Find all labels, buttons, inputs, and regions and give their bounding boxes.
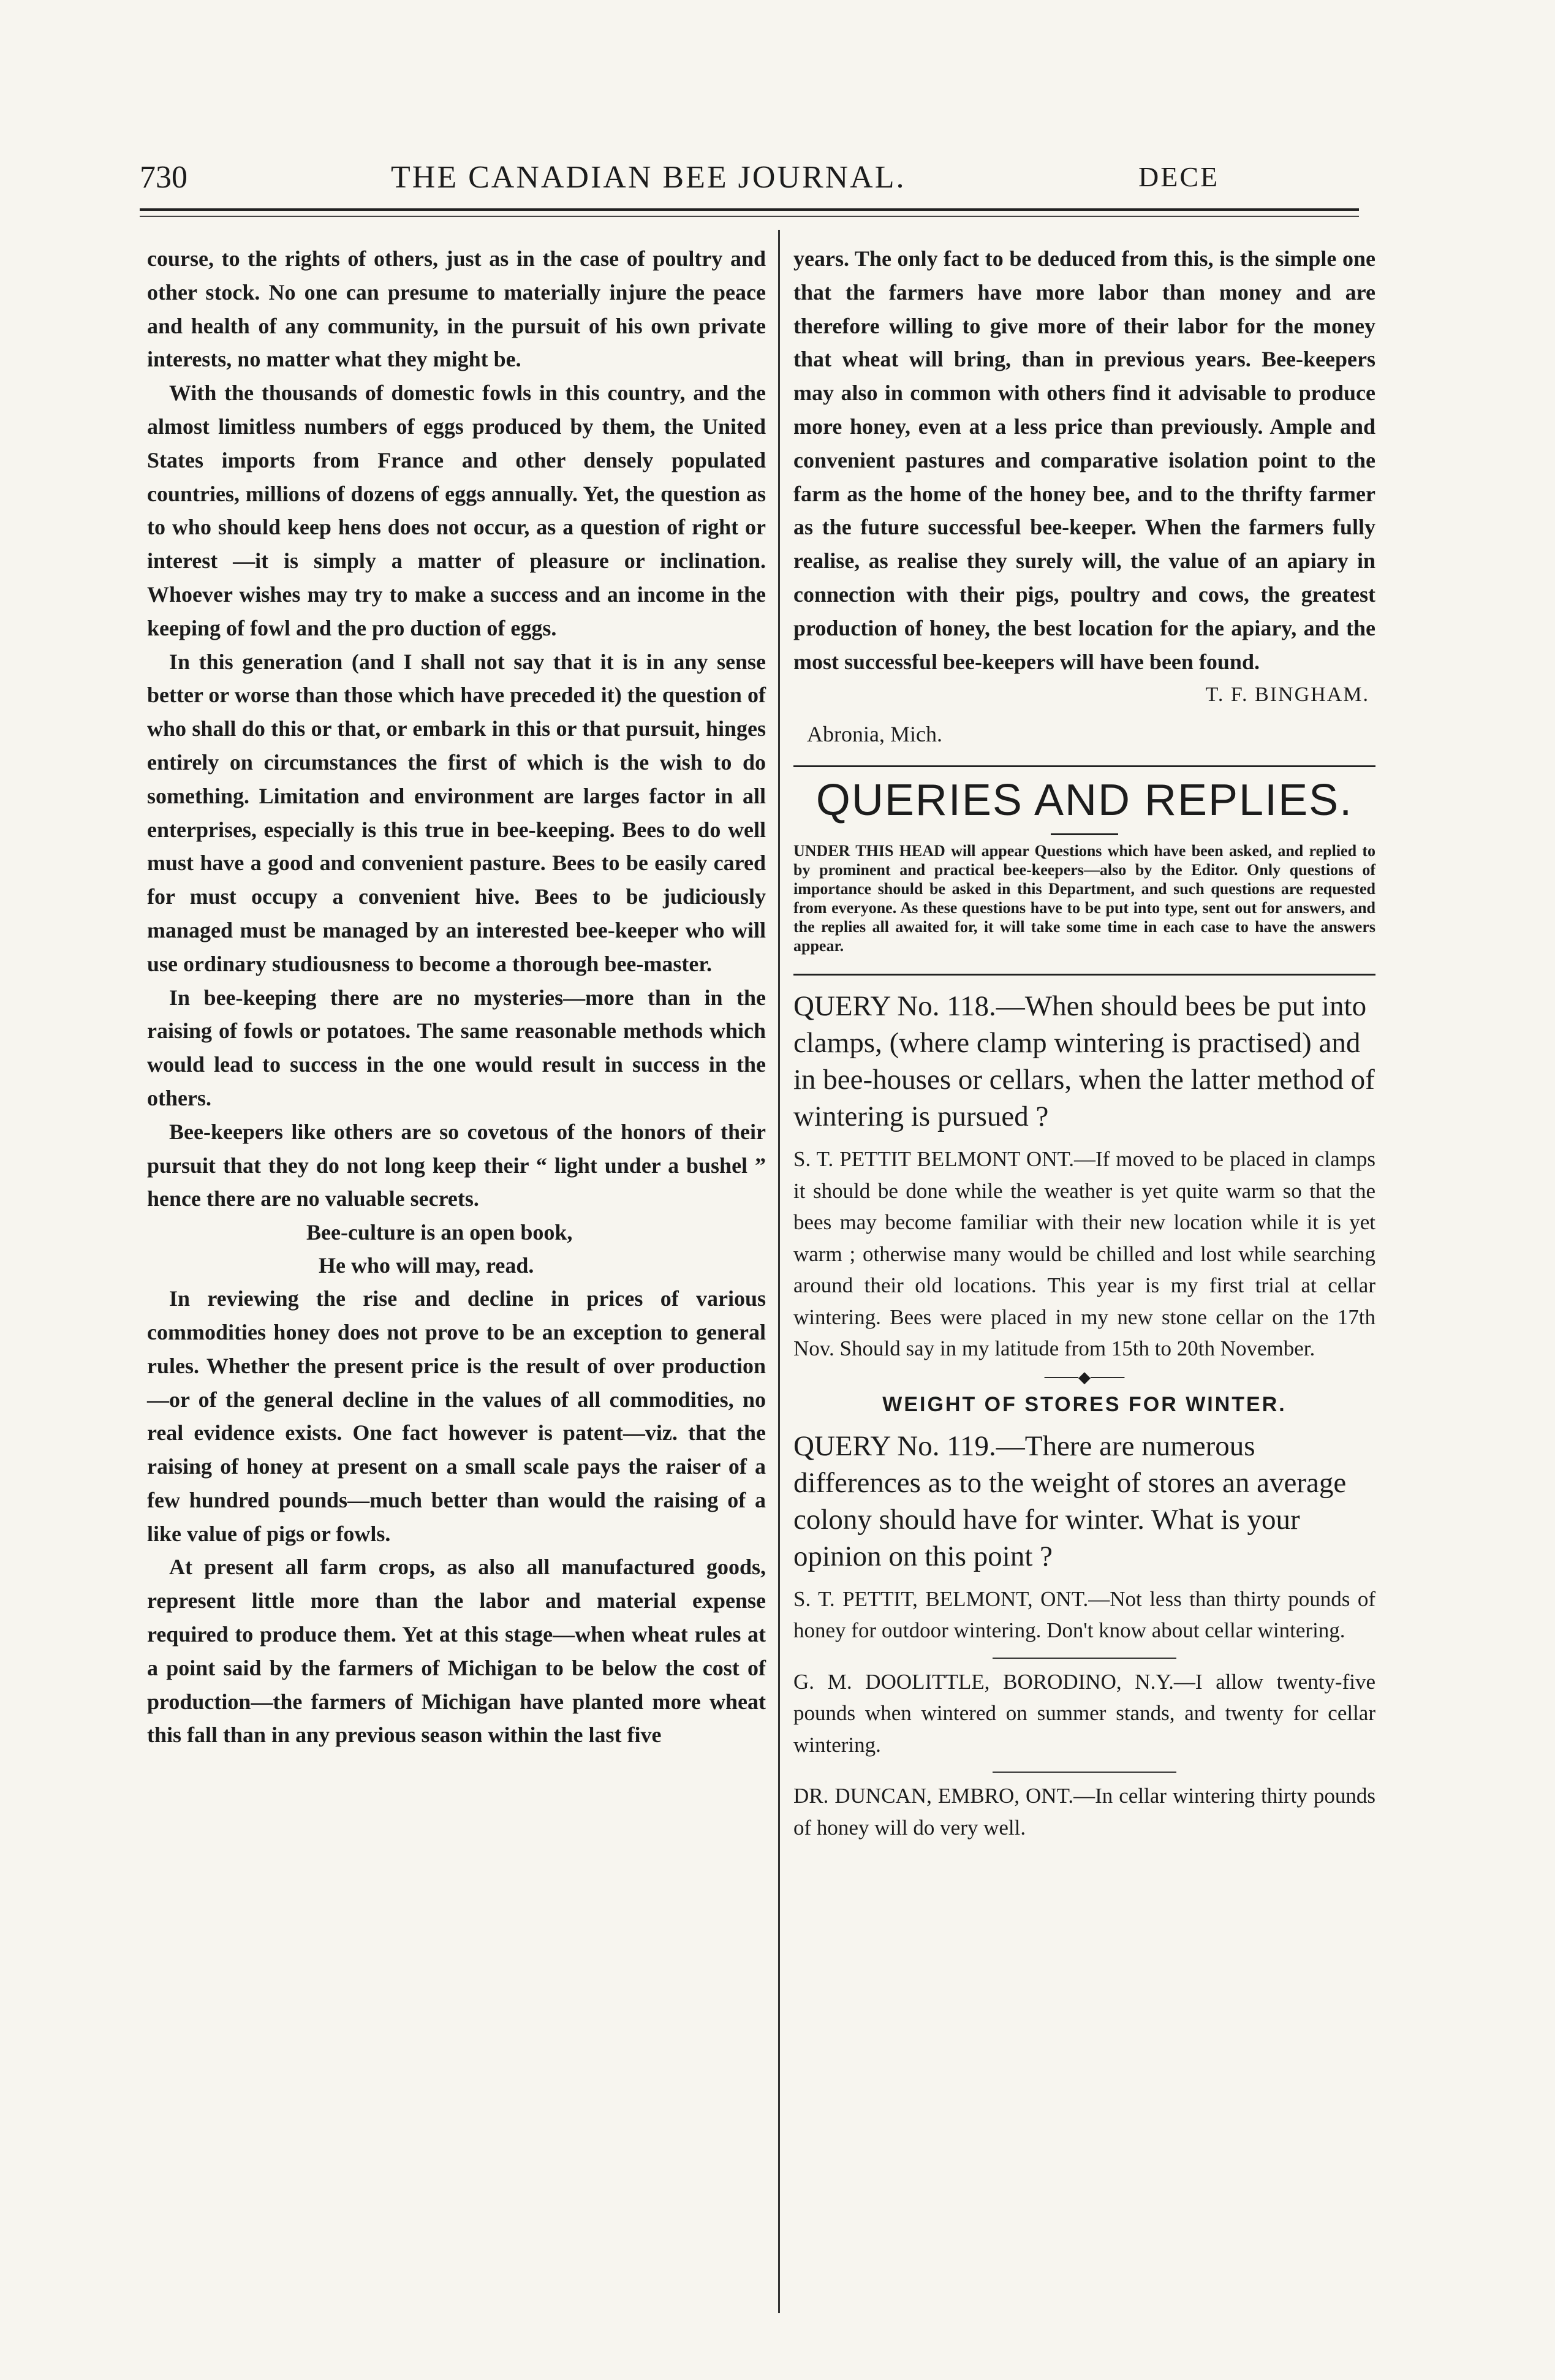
left-paragraph-2: With the thousands of domestic fowls in this country, and the almost limitless numbers of eggs produced by them, the United States imports from France and other densely populated countries, millions of dozens of eggs annually. Yet, the question as to who should keep hens does not occur, as a question of right or interest —it is simply a matter of pleasure or inclination. Whoever wishes may try to make a success and an income in the keeping of fowl and the pro duction of eggs. (147, 381, 766, 640)
right-column (793, 242, 1375, 1843)
subhead-weight-of-stores: WEIGHT OF STORES FOR WINTER. (882, 1392, 1287, 1416)
answer-118: S. T. PETTIT BELMONT ONT.—If moved to be placed in clamps it should be done while the weather is yet quite warm so that the bees may become familiar with their new location while it is yet warm ; otherwise many would be chilled and lost while searching around their old locations. This year is my first trial at cellar wintering. Bees were placed in my new stone cellar on the 17th Nov. Should say in my latitude from 15th to 20th November. (793, 1147, 1375, 1361)
query-119: QUERY No. 119.—There are numerous differences as to the weight of stores an average colony should have for winter. What is your opinion on this point ? (793, 1430, 1347, 1572)
section-notice: UNDER THIS HEAD will appear Questions which have been asked, and replied to by prominent and practical bee-keepers—also by the Editor. Only questions of importance should be asked in this Department, and such questions are requested from everyone. As these questions have to be put into type, sent out for answers, and the replies all awaited for, it will take some time in each case to have the answers appear. (793, 842, 1375, 955)
left-paragraph-7: At present all farm crops, as also all manufactured goods, represent little more than the labor and material expense required to produce them. Yet at this stage—when wheat rules at a point said by the farmers of Michigan to be below the cost of production—the farmers of Michigan have planted more wheat this fall than in any previous season within the last five (147, 1555, 766, 1748)
header-rule-thin (140, 216, 1359, 217)
ornament-divider: ───◆─── (1044, 1368, 1125, 1386)
section-rule (793, 765, 1375, 767)
left-paragraph-1: course, to the rights of others, just as in the case of poultry and other stock. No one can presume to materially injure the peace and health of any community, in the pursuit of his own private interests, no matter what they might be. (147, 246, 766, 372)
short-rule (1051, 833, 1118, 835)
page-number: 730 (140, 160, 187, 195)
answer-119-pettit: S. T. PETTIT, BELMONT, ONT.—Not less than thirty pounds of honey for outdoor wintering. Don't know about cellar wintering. (793, 1586, 1375, 1643)
left-paragraph-6: In reviewing the rise and decline in prices of various commodities honey does not prove to be an exception to general rules. Whether the present price is the result of over production—or of the general decline in the values of all commodities, no real evidence exists. One fact however is patent—viz. that the raising of honey at present on a small scale pays the raiser of a few hundred pounds—much better than would the raising of a like value of pigs or fowls. (147, 1286, 766, 1546)
column-divider (778, 230, 780, 2313)
journal-title: THE CANADIAN BEE JOURNAL. (391, 160, 906, 195)
left-paragraph-4: In bee-keeping there are no mysteries—more than in the raising of fowls or potatoes. The same reasonable methods which would lead to success in the one would result in success in the others. (147, 985, 766, 1110)
query-118: QUERY No. 118.—When should bees be put into clamps, (where clamp wintering is practised) and in bee-houses or cellars, when the latter method of wintering is pursued ? (793, 990, 1375, 1133)
section-title: QUERIES AND REPLIES. (815, 776, 1353, 825)
page-header (140, 153, 1347, 208)
answer-119-doolittle: G. M. DOOLITTLE, BORODINO, N.Y.—I allow twenty-five pounds when wintered on summer stands, and twenty for cellar wintering. (793, 1669, 1375, 1757)
right-continuation: years. The only fact to be deduced from this, is the simple one that the farmers have more labor than money and are therefore willing to give more of their labor for the money that wheat will bring, than in previous years. Bee-keepers may also in common with others find it advisable to produce more honey, even at a less price than previously. Ample and convenient pastures and comparative isolation point to the farm as the home of the honey bee, and to the thrifty farmer as the future successful bee-keeper. When the farmers fully realise, as realise they surely will, the value of an apiary in connection with their pigs, poultry and cows, the greatest production of honey, the best location for the apiary, and the most successful bee-keepers will have been found. (793, 246, 1375, 674)
left-column (147, 242, 766, 1752)
verse-line-2: He who will may, read. (319, 1253, 534, 1278)
author-signature: T. F. BINGHAM. (1205, 683, 1369, 707)
answer-separator (993, 1772, 1176, 1773)
verse-line-1: Bee-culture is an open book, (306, 1220, 573, 1245)
left-paragraph-3: In this generation (and I shall not say that it is in any sense better or worse than those which have preceded it) the question of who shall do this or that, or embark in this or that pursuit, hinges entirely on circumstances the first of which is the wish to do something. Limitation and environment are larges factor in all enterprises, especially is this true in bee-keeping. Bees to do well must have a good and convenient pasture. Bees to be easily cared for must occupy a convenient hive. Bees to be judiciously managed must be managed by an interested bee-keeper who will use ordinary studiousness to become a thorough bee-master. (147, 649, 766, 976)
left-paragraph-5: Bee-keepers like others are so covetous of the honors of their pursuit that they do not long keep their “ light under a bushel ” hence there are no valuable secrets. (147, 1119, 766, 1211)
header-rule (140, 208, 1359, 211)
answer-separator (993, 1658, 1176, 1659)
notice-rule (793, 974, 1375, 976)
author-place: Abronia, Mich. (807, 722, 942, 747)
answer-119-duncan: DR. DUNCAN, EMBRO, ONT.—In cellar wintering thirty pounds of honey will do very well. (793, 1784, 1375, 1840)
running-head-month: DECE (1138, 161, 1220, 192)
